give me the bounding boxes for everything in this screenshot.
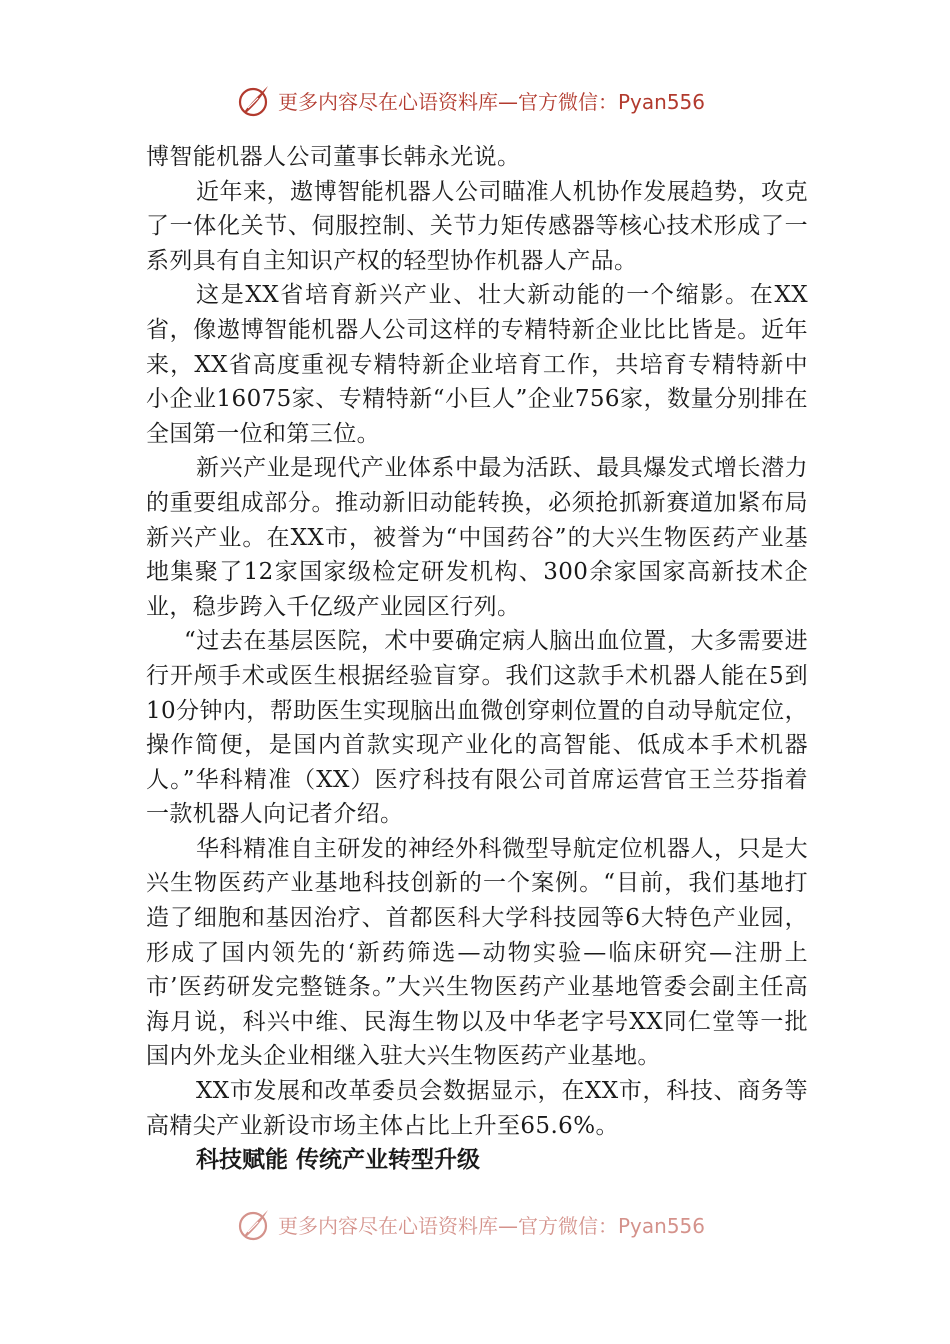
- paragraph: 新兴产业是现代产业体系中最为活跃、最具爆发式增长潜力的重要组成部分。推动新旧动能转换，必须抢抓新赛道加紧布局新兴产业。在XX市，被誉为“中国药谷”的大兴生物医药产业基地集聚了12家国家级检定研发机构、300余家国家高新技术企业，稳步跨入千亿级产业园区行列。: [146, 455, 808, 620]
- document-body: [146, 140, 808, 1178]
- paragraph: XX市发展和改革委员会数据显示，在XX市，科技、商务等高精尖产业新设市场主体占比上升至65.6%。: [146, 1078, 808, 1139]
- feather-logo-icon: [236, 1206, 272, 1242]
- watermark-text: 更多内容尽在心语资料库—官方微信：Pyan556: [278, 1213, 706, 1238]
- paragraph: “过去在基层医院，术中要确定病人脑出血位置，大多需要进行开颅手术或医生根据经验盲穿。我们这款手术机器人能在5到10分钟内，帮助医生实现脑出血微创穿刺位置的自动导航定位，操作简便，是国内首款实现产业化的高智能、低成本手术机器人。”华科精准（XX）医疗科技有限公司首席运营官王兰芬指着一款机器人向记者介绍。: [146, 628, 808, 828]
- watermark-text: 更多内容尽在心语资料库—官方微信：Pyan556: [278, 89, 706, 114]
- feather-logo-icon: [236, 82, 272, 118]
- paragraph: 近年来，遨博智能机器人公司瞄准人机协作发展趋势，攻克了一体化关节、伺服控制、关节力矩传感器等核心技术形成了一系列具有自主知识产权的轻型协作机器人产品。: [146, 178, 808, 274]
- watermark-header: [236, 82, 705, 118]
- watermark-footer: [236, 1206, 705, 1242]
- paragraph: 华科精准自主研发的神经外科微型导航定位机器人，只是大兴生物医药产业基地科技创新的一个案例。“目前，我们基地打造了细胞和基因治疗、首都医科大学科技园等6大特色产业园，形成了国内领先的‘新药筛选—动物实验—临床研究—注册上市’医药研发完整链条。”大兴生物医药产业基地管委会副主任高海月说，科兴中维、民海生物以及中华老字号XX同仁堂等一批国内外龙头企业相继入驻大兴生物医药产业基地。: [146, 835, 808, 1070]
- section-heading: 科技赋能 传统产业转型升级: [196, 1147, 481, 1174]
- paragraph: 这是XX省培育新兴产业、壮大新动能的一个缩影。在XX省，像遨博智能机器人公司这样的专精特新企业比比皆是。近年来，XX省高度重视专精特新企业培育工作，共培育专精特新中小企业16075家、专精特新“小巨人”企业756家，数量分别排在全国第一位和第三位。: [146, 282, 808, 447]
- paragraph: 博智能机器人公司董事长韩永光说。: [146, 144, 521, 170]
